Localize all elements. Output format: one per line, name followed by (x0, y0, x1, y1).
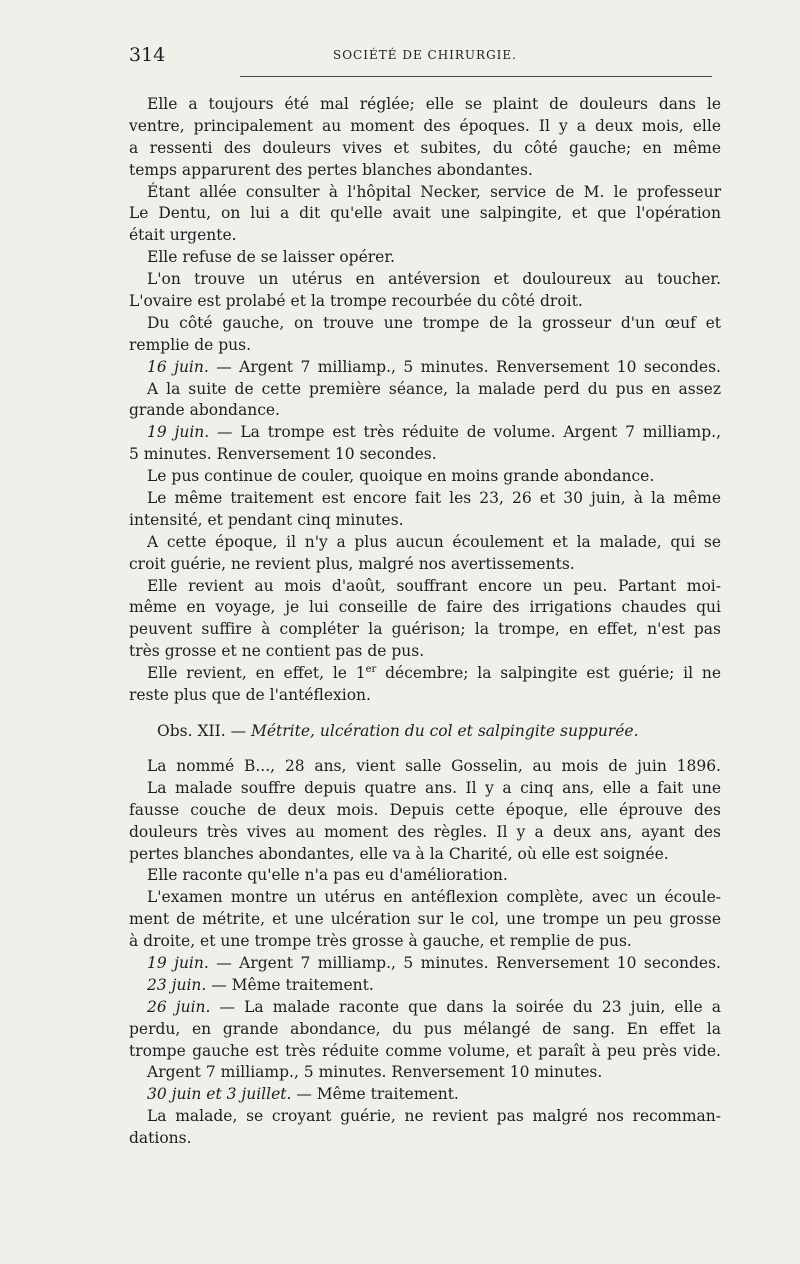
text-line: Le même traitement est encore fait les 23, 26 et 30 juin, à la même (147, 489, 721, 508)
observation-heading (129, 707, 721, 756)
entry-text: — Même traitement. (206, 975, 374, 994)
date-entry (129, 975, 721, 997)
entry-text: — Argent 7 milliamp., 5 minutes. Renversement 10 secondes. (208, 953, 721, 972)
text-line: dations. (129, 1129, 192, 1148)
running-title: SOCIÉTÉ DE CHIRURGIE. (333, 48, 517, 62)
date-entry (129, 1084, 721, 1106)
text-line: fausse couche de deux mois. Depuis cette époque, elle éprouve des (129, 800, 721, 819)
entry-text: — Argent 7 milliamp., 5 minutes. Renversement 10 secondes. (208, 357, 721, 376)
body-text (129, 94, 721, 1150)
entry-date: 19 juin. (147, 423, 210, 442)
text-line: peuvent suffire à compléter la guérison; la trompe, en effet, n'est pas (129, 620, 721, 639)
text-line: La malade, se croyant guérie, ne revient pas malgré nos recomman- (147, 1107, 721, 1126)
text-line: grande abondance. (129, 401, 280, 420)
text-line: croit guérie, ne revient plus, malgré nos avertissements. (129, 554, 575, 573)
text-line: intensité, et pendant cinq minutes. (129, 510, 404, 529)
text-line: temps apparurent des pertes blanches abondantes. (129, 160, 533, 179)
text-line: même en voyage, je lui conseille de faire des irrigations chaudes qui (129, 598, 721, 617)
text-line: a ressenti des douleurs vives et subites, du côté gauche; en même (129, 138, 721, 157)
text-line: La nommé B..., 28 ans, vient salle Gosselin, au mois de juin 1896. (147, 756, 721, 775)
observation-title: Métrite, ulcération du col et salpingite suppurée. (251, 721, 639, 740)
text-line: L'on trouve un utérus en antéversion et douloureux au toucher. (147, 270, 721, 289)
text-line: Elle refuse de se laisser opérer. (147, 248, 395, 267)
text-line: remplie de pus. (129, 335, 252, 354)
text-line: Elle revient au mois d'août, souffrant encore un peu. Partant moi- (147, 576, 721, 595)
text-line: Le Dentu, on lui a dit qu'elle avait une salpingite, et que l'opération (129, 204, 721, 223)
text-line: était urgente. (129, 226, 237, 245)
entry-date: 16 juin. (147, 357, 209, 376)
text-line: Elle revient, en effet, le 1er décembre; la salpingite est guérie; il ne (147, 664, 721, 683)
entry-date: 19 juin. (147, 953, 209, 972)
date-entry (129, 422, 721, 444)
text-line: douleurs très vives au moment des règles. Il y a deux ans, ayant des (129, 822, 721, 841)
text-line: Étant allée consulter à l'hôpital Necker, service de M. le professeur (147, 182, 721, 201)
entry-date: 23 juin. (147, 975, 207, 994)
text-line: L'examen montre un utérus en antéflexion complète, avec un écoule- (147, 888, 721, 907)
text-line: reste plus que de l'antéflexion. (129, 686, 371, 705)
text-line: à droite, et une trompe très grosse à gauche, et remplie de pus. (129, 932, 632, 951)
entry-text: — Même traitement. (291, 1085, 459, 1104)
text-line: Elle a toujours été mal réglée; elle se plaint de douleurs dans le (147, 95, 721, 113)
text-line: perdu, en grande abondance, du pus mélangé de sang. En effet la (129, 1019, 721, 1038)
text-line: L'ovaire est prolabé et la trompe recourbée du côté droit. (129, 292, 583, 311)
text-line: 5 minutes. Renversement 10 secondes. (129, 445, 437, 464)
text-line: pertes blanches abondantes, elle va à la Charité, où elle est soignée. (129, 844, 669, 863)
entry-date: 30 juin et 3 juillet. (147, 1085, 292, 1104)
text-line: La malade souffre depuis quatre ans. Il y a cinq ans, elle a fait une (147, 778, 721, 797)
text-line: très grosse et ne contient pas de pus. (129, 642, 425, 661)
text-line: trompe gauche est très réduite comme volume, et paraît à peu près vide. (129, 1041, 721, 1060)
text-line: ventre, principalement au moment des époques. Il y a deux mois, elle (129, 116, 721, 135)
text-line: A cette époque, il n'y a plus aucun écoulement et la malade, qui se (147, 532, 721, 551)
entry-text: — La malade raconte que dans la soirée du 23 juin, elle a (210, 997, 721, 1016)
text-line: Elle raconte qu'elle n'a pas eu d'amélioration. (147, 866, 508, 885)
text-line: A la suite de cette première séance, la malade perd du pus en assez (147, 379, 721, 398)
date-entry (129, 357, 721, 379)
entry-date: 26 juin. (147, 997, 211, 1016)
entry-text: — La trompe est très réduite de volume. Argent 7 milliamp., (209, 423, 721, 442)
observation-label: Obs. XII. — (157, 721, 251, 740)
date-entry (129, 953, 721, 975)
text-line: ment de métrite, et une ulcération sur le col, une trompe un peu grosse (129, 910, 721, 929)
text-line: Du côté gauche, on trouve une trompe de la grosseur d'un œuf et (147, 313, 721, 332)
text-line: Le pus continue de couler, quoique en moins grande abondance. (147, 467, 655, 486)
text-line: Argent 7 milliamp., 5 minutes. Renversement 10 minutes. (147, 1063, 603, 1082)
header-rule (240, 76, 712, 77)
page-header (129, 44, 721, 68)
date-entry (129, 997, 721, 1019)
page-number: 314 (129, 44, 166, 66)
